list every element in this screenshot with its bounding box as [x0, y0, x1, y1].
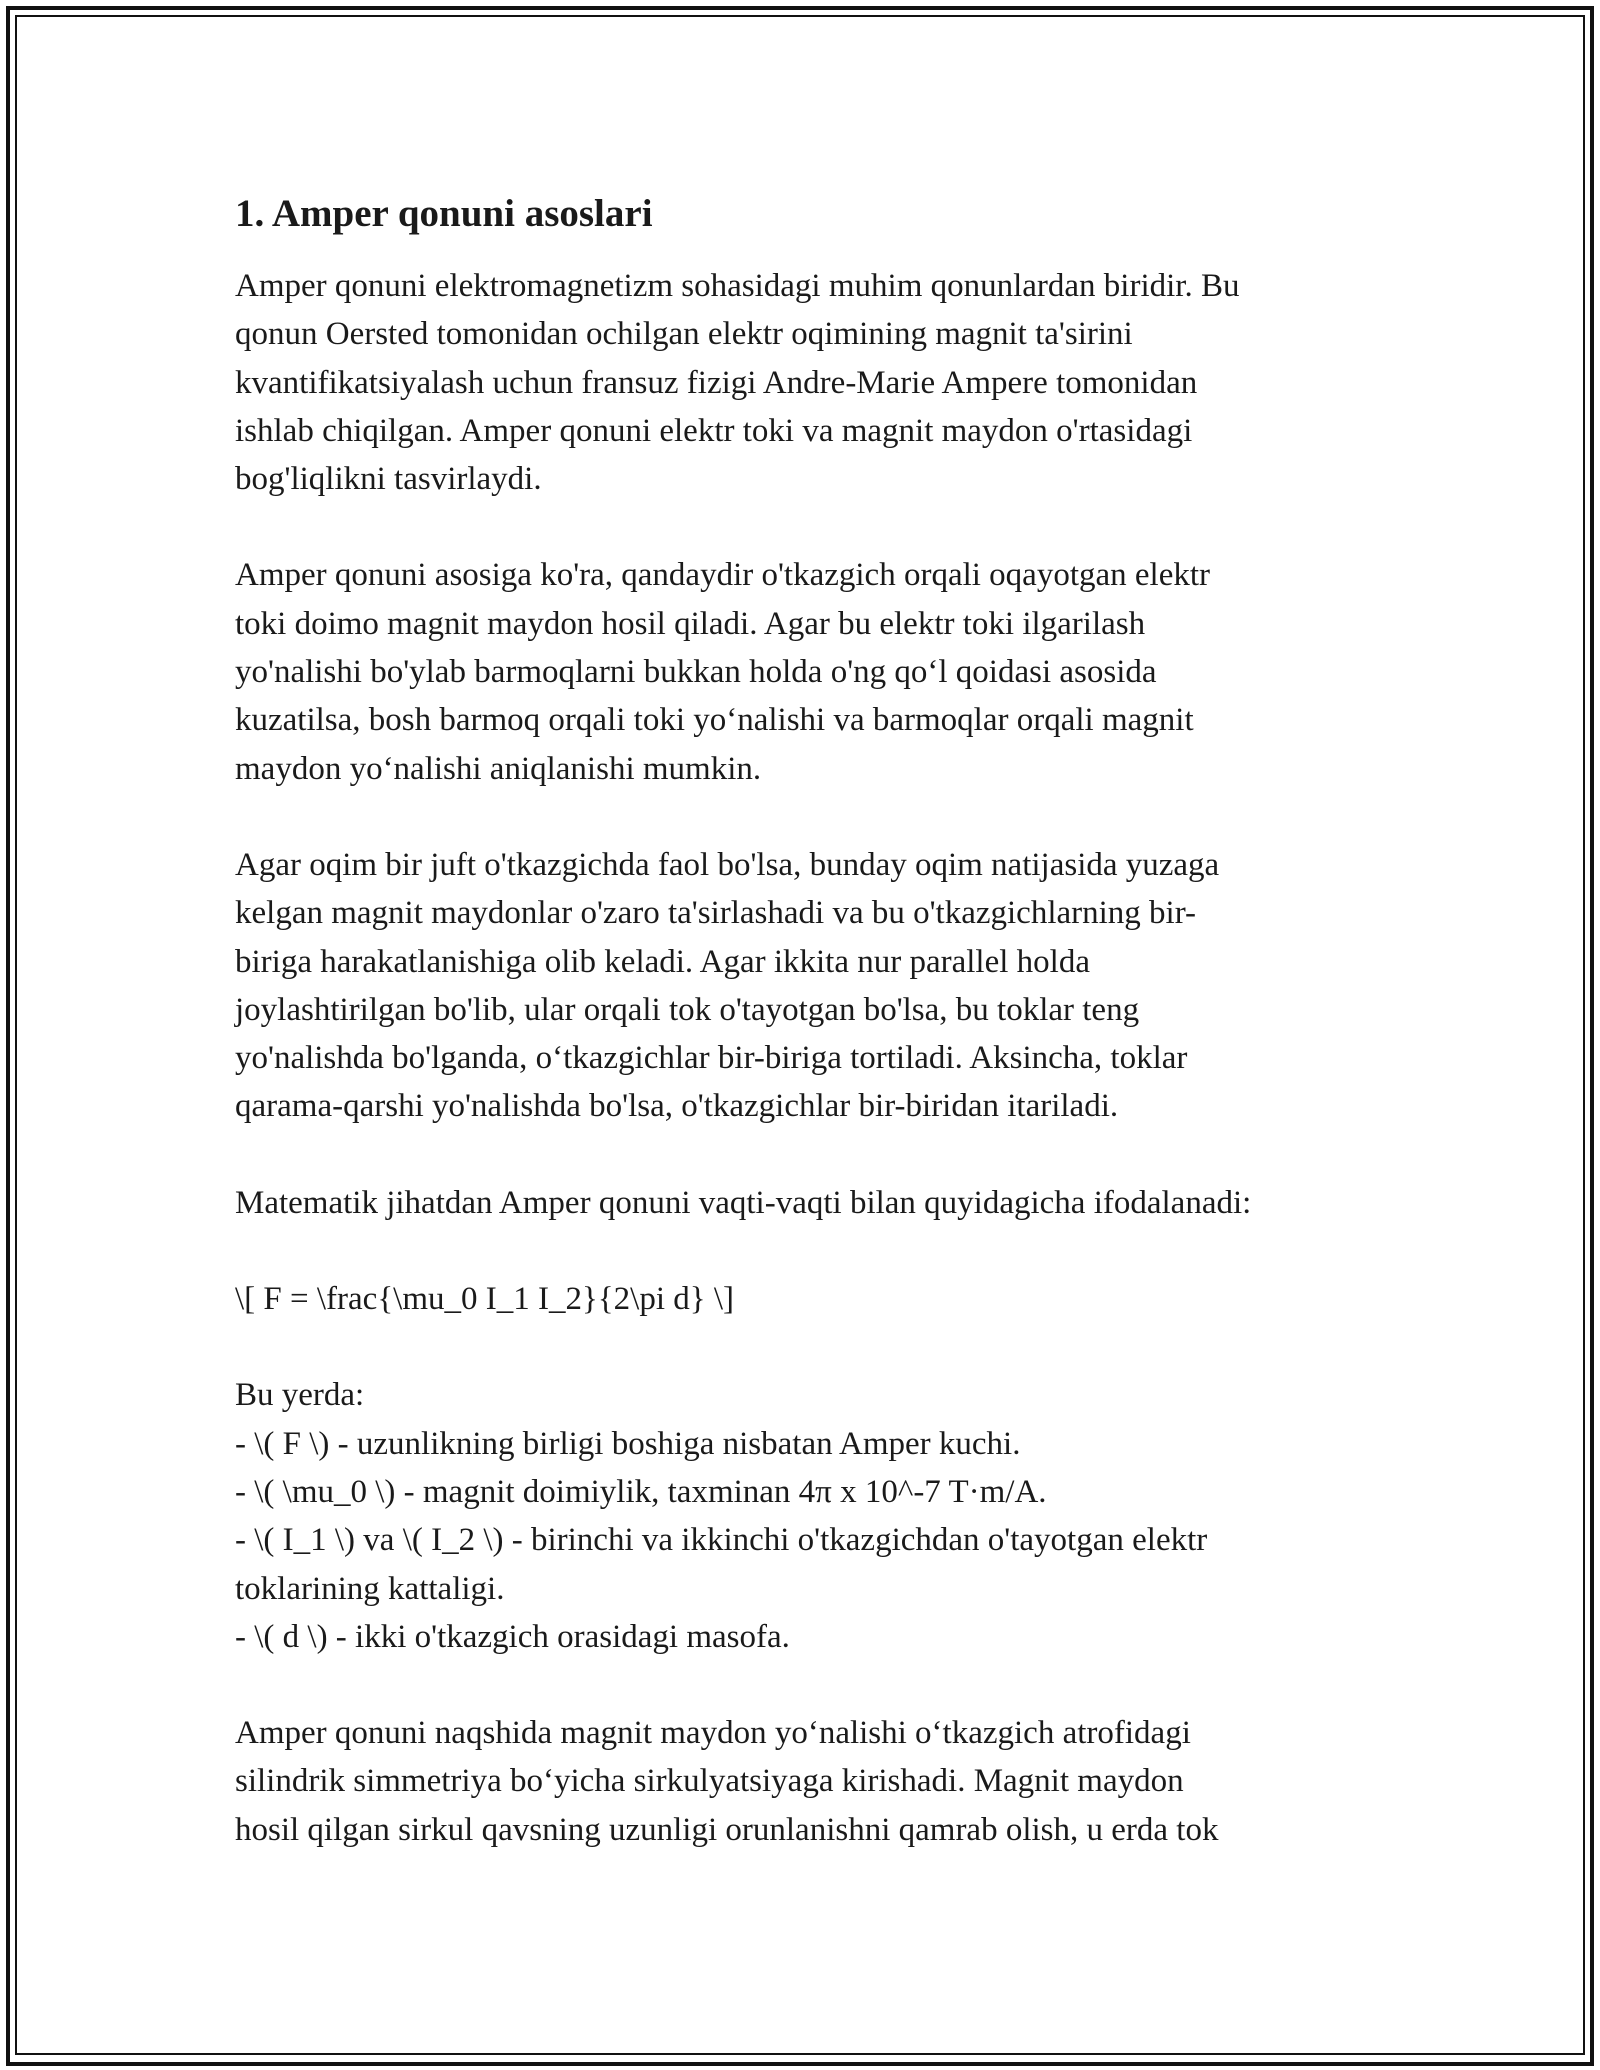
- paragraph-math-intro: Matematik jihatdan Amper qonuni vaqti-vaqti bilan quyidagicha ifodalanadi:: [235, 1184, 1252, 1221]
- paragraph-parallel-conductors: Agar oqim bir juft o'tkazgichda faol bo'lsa, bunday oqim natijasida yuzaga kelgan magnit maydonlar o'zaro ta'sirlashadi va bu o'tkazgichlarning bir- biriga harakatlanishiga olib keladi. Agar ikkita nur parallel holda joylashtirilgan bo'lib, ular orqali tok o'tayotgan bo'lsa, bu toklar teng yo'nalishda bo'lganda, o‘tkazgichlar bir-biriga tortiladi. Aksincha, toklar qarama-qarshi yo'nalishda bo'lsa, o'tkazgichlar bir-biridan itariladi.: [235, 846, 1220, 1125]
- section-heading: 1. Amper qonuni asoslari: [235, 192, 653, 235]
- paragraph-symmetry: Amper qonuni naqshida magnit maydon yo‘nalishi o‘tkazgich atrofidagi silindrik simmetriya bo‘yicha sirkulyatsiyaga kirishadi. Magnit maydon hosil qilgan sirkul qavsning uzunligi orunlanishni qamrab olish, u erda tok: [235, 1715, 1219, 1848]
- formula-line: \[ F = \frac{\mu_0 I_1 I_2}{2\pi d} \]: [235, 1281, 734, 1318]
- definitions-intro: Bu yerda:: [235, 1377, 365, 1414]
- definition-item: - \( F \) - uzunlikning birligi boshiga nisbatan Amper kuchi.: [235, 1425, 1021, 1462]
- definition-item: - \( \mu_0 \) - magnit doimiylik, taxminan 4π x 10^-7 T·m/A.: [235, 1473, 1047, 1510]
- definition-item: - \( d \) - ikki o'tkazgich orasidagi masofa.: [235, 1618, 790, 1655]
- definitions-list: [235, 1371, 1385, 1661]
- paragraph-intro: Amper qonuni elektromagnetizm sohasidagi muhim qonunlardan biridir. Bu qonun Oersted tomonidan ochilgan elektr oqimining magnit ta'sirini kvantifikatsiyalash uchun fransuz fizigi Andre-Marie Ampere tomonidan ishlab chiqilgan. Amper qonuni elektr toki va magnit maydon o'rtasidagi bog'liqlikni tasvirlaydi.: [235, 268, 1240, 498]
- definition-item: - \( I_1 \) va \( I_2 \) - birinchi va ikkinchi o'tkazgichdan o'tayotgan elektr toklarining kattaligi.: [235, 1522, 1208, 1607]
- paragraph-right-hand-rule: Amper qonuni asosiga ko'ra, qandaydir o'tkazgich orqali oqayotgan elektr toki doimo magnit maydon hosil qiladi. Agar bu elektr toki ilgarilash yo'nalishi bo'ylab barmoqlarni bukkan holda o'ng qo‘l qoidasi asosida kuzatilsa, bosh barmoq orqali toki yo‘nalishi va barmoqlar orqali magnit maydon yo‘nalishi aniqlanishi mumkin.: [235, 557, 1211, 787]
- document-body: [235, 186, 1385, 1902]
